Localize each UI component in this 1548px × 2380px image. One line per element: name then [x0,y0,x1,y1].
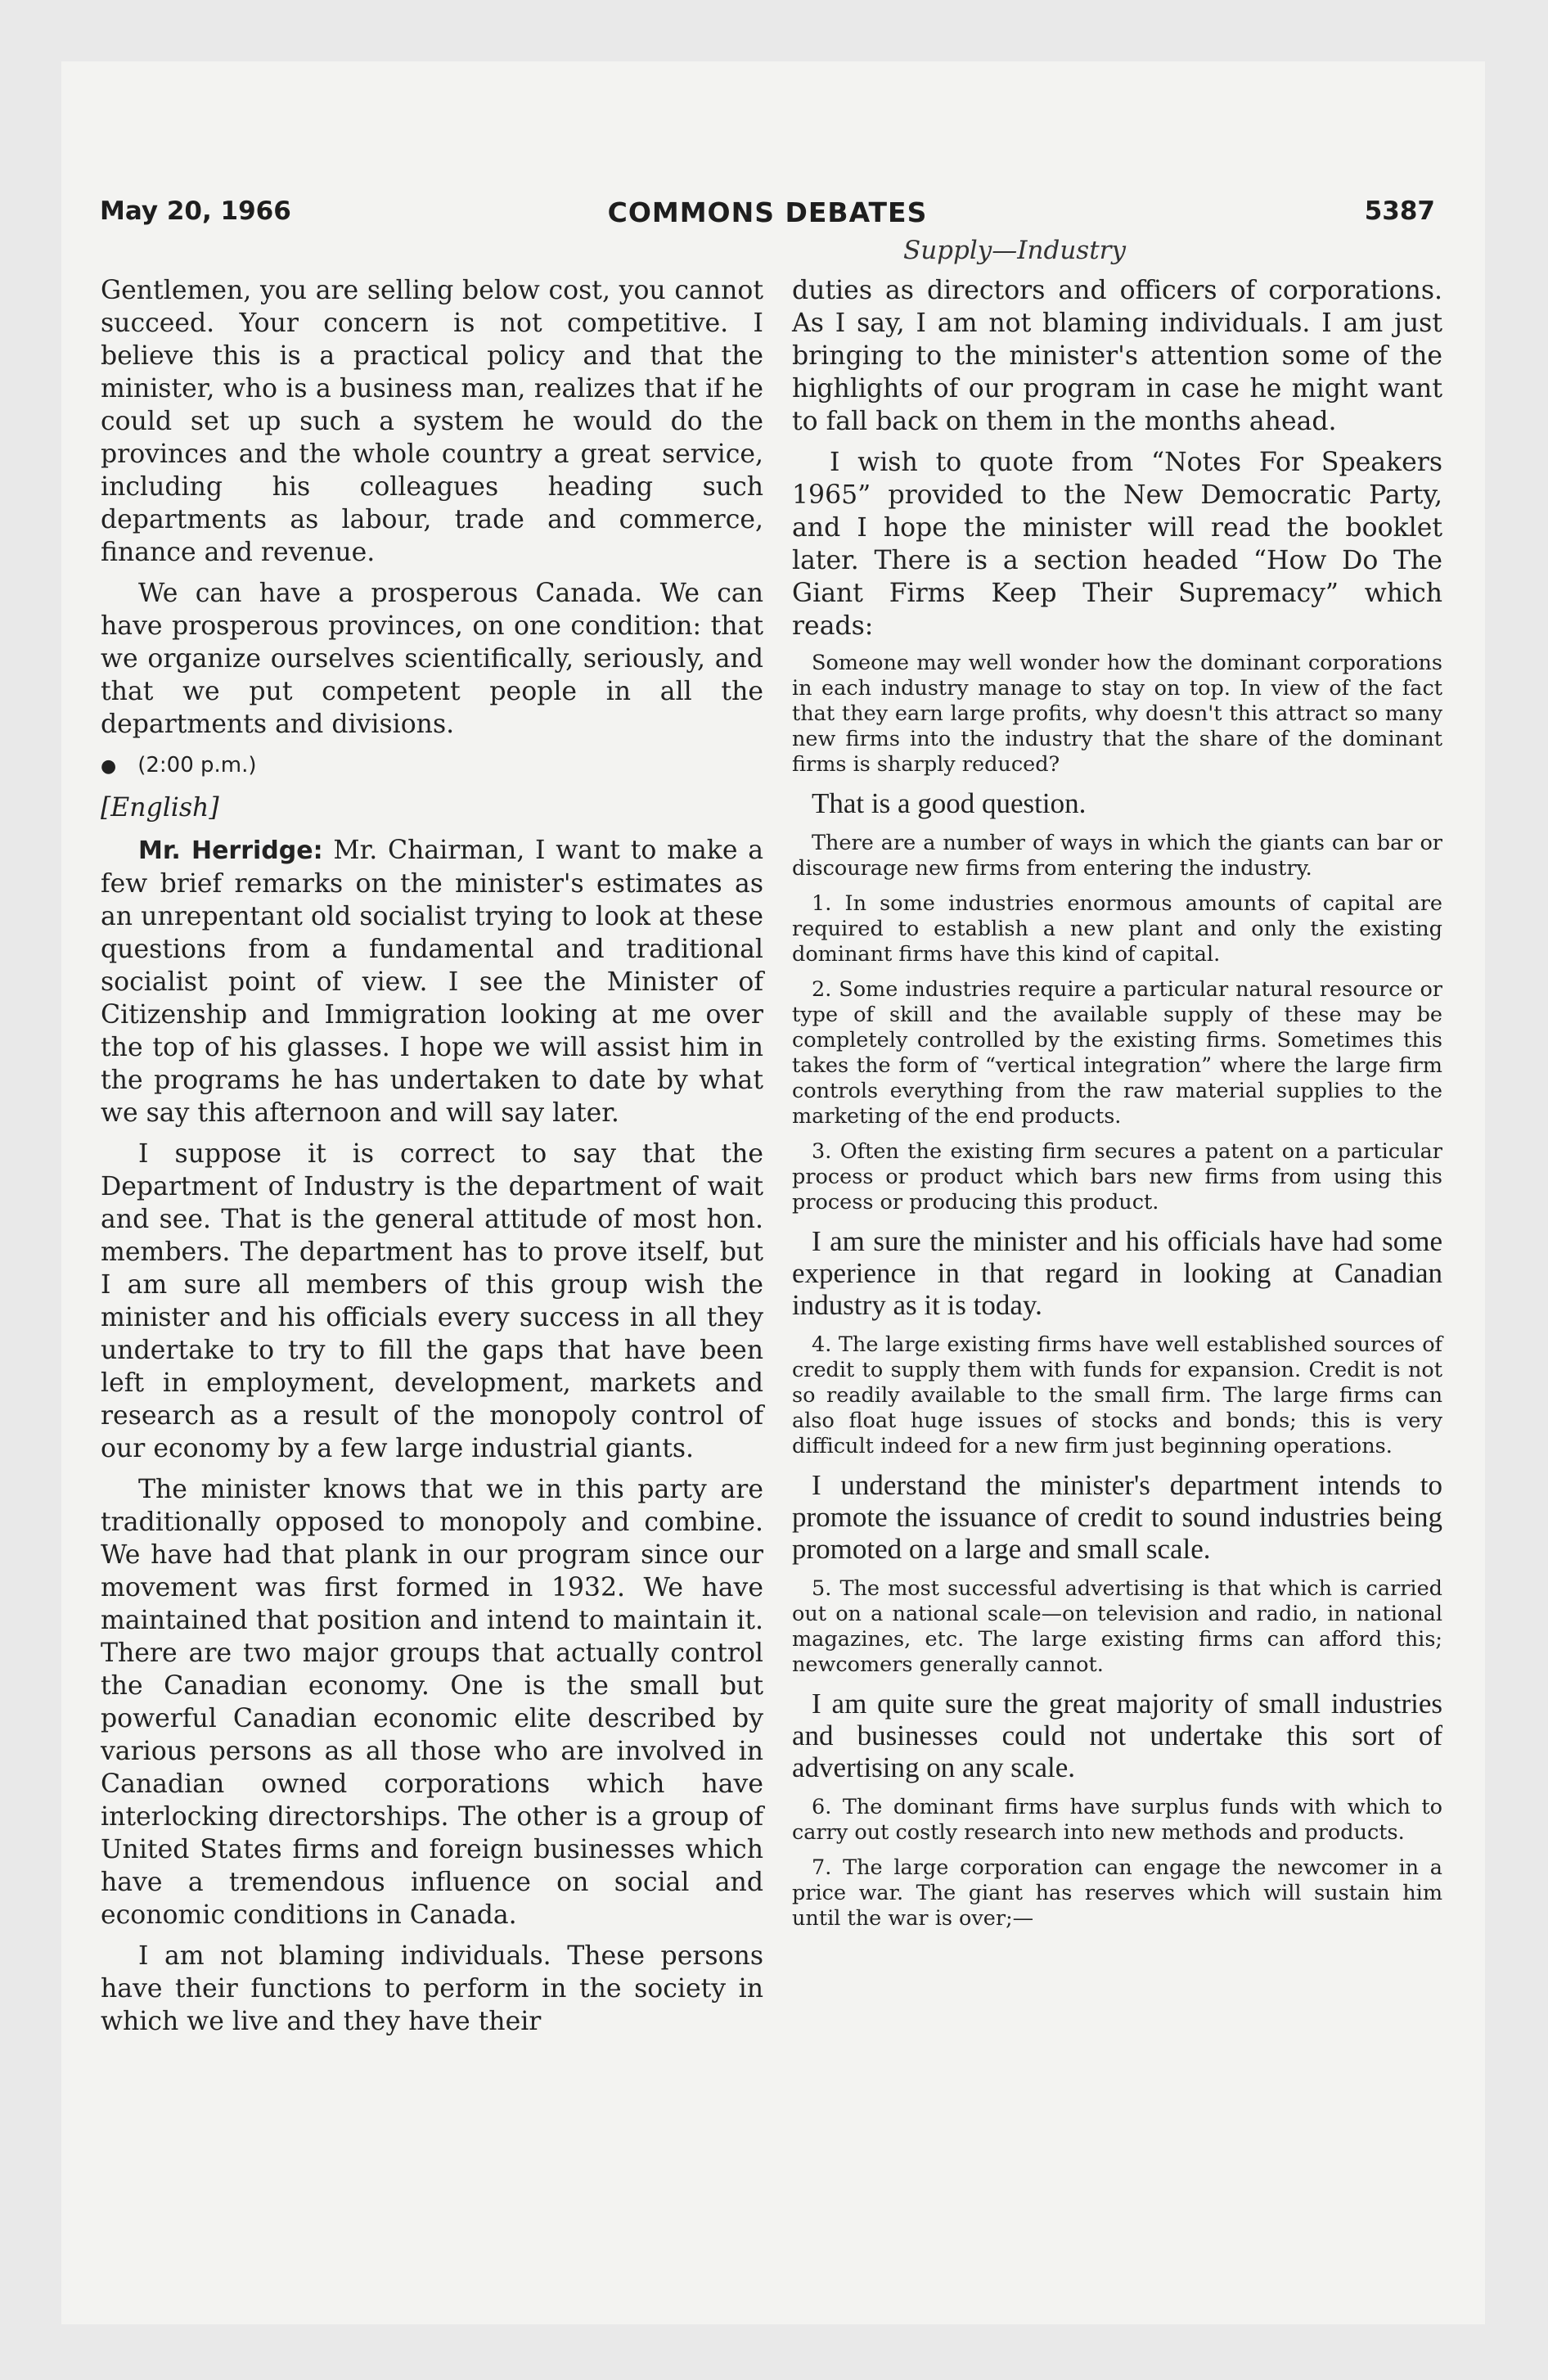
header-date: May 20, 1966 [100,196,291,226]
page-number: 5387 [1364,196,1435,226]
paragraph: I suppose it is correct to say that the Department of Industry is the department of wait and see. That is the general attitude of most hon. members. The department has to prove itself, but I am sure all members of this group wish the minister and his officials every success in all they undertake to try to fill the gaps that have been left in employment, development, markets and research as a result of the monopoly control of our economy by a few large industrial giants. [101,1139,763,1463]
time-marker-text: (2:00 p.m.) [137,753,257,778]
quoted-passage: 1. In some industries enormous amounts of capital are required to establish a new plant and only the existing dominant firms have this kind of capital. [792,891,1442,967]
paragraph: We can have a prosperous Canada. We can have prosperous provinces, on one condition: that we organize ourselves scientifically, seriously, and that we put competent people in all the departments and divisions. [101,579,763,739]
quoted-passage: 5. The most successful advertising is that which is carried out on a national scale—on television and radio, in national magazines, etc. The large existing firms can afford this; newcomers generally cannot. [792,1576,1442,1677]
right-column [792,274,1442,1941]
paragraph: The minister knows that we in this party are traditionally opposed to monopoly and combine. We have had that plank in our program since our movement was first formed in 1932. We have maintained that position and intend to maintain it. There are two major groups that actually control the Canadian economy. One is the small but powerful Canadian economic elite described by various persons as all those who are involved in Canadian owned corporations which have interlocking directorships. The other is a group of United States firms and foreign businesses which have a tremendous influence on social and economic conditions in Canada. [101,1475,763,1930]
quoted-passage: 7. The large corporation can engage the newcomer in a price war. The giant has reserves which will sustain him until the war is over;— [792,1855,1442,1931]
speaker-name: Mr. Herridge: [138,836,323,865]
speaker-paragraph [101,834,763,1129]
paragraph: I am sure the minister and his officials have had some experience in that regard in looking at Canadian industry as it is today. [792,1225,1442,1321]
paragraph: Gentlemen, you are selling below cost, you cannot succeed. Your concern is not competitive. I believe this is a practical policy and that the minister, who is a business man, realizes that if he could set up such a system he would do the provinces and the whole country a great service, including his colleagues heading such departments as labour, trade and commerce, finance and revenue. [101,276,763,567]
bullet-icon: ● [101,756,117,777]
quoted-passage: 4. The large existing firms have well established sources of credit to supply them with funds for expansion. Credit is not so readily available to the small firm. The large firms can also float huge issues of stocks and bonds; this is very difficult indeed for a new firm just beginning operations. [792,1332,1442,1458]
language-marker: [English] [101,793,219,823]
page-header [100,196,1435,237]
quoted-passage: 6. The dominant firms have surplus funds with which to carry out costly research into new methods and products. [792,1795,1442,1845]
speech-text: Mr. Chairman, I want to make a few brief remarks on the minister's estimates as an unrepentant old socialist trying to look at these questions from a fundamental and traditional socialist point of view. I see the Minister of Citizenship and Immigration looking at me over the top of his glasses. I hope we will assist him in the programs he has undertaken to date by what we say this afternoon and will say later. [101,836,764,1128]
quoted-passage: 2. Some industries require a particular natural resource or type of skill and the available supply of these may be completely controlled by the existing firms. Sometimes this takes the form of “vertical integration” where the large firm controls everything from the raw material supplies to the marketing of the end products. [792,977,1442,1129]
paragraph: I wish to quote from “Notes For Speakers 1965” provided to the New Democratic Party, and I hope the minister will read the booklet later. There is a section headed “How Do The Giant Firms Keep Their Supremacy” which reads: [792,448,1442,641]
section-subheader: Supply—Industry [902,236,1127,265]
paragraph: That is a good question. [812,787,1087,819]
paragraph: I am quite sure the great majority of small industries and businesses could not undertake this sort of advertising on any scale. [792,1688,1442,1783]
paragraph: duties as directors and officers of corporations. As I say, I am not blaming individuals. I am just bringing to the minister's attention some of the highlights of our program in case he might want to fall back on them in the months ahead. [792,276,1442,436]
quoted-passage: 3. Often the existing firm secures a patent on a particular process or product which bars new firms from using this process or producing this product. [792,1139,1442,1215]
left-column [101,274,763,2046]
quoted-passage: Someone may well wonder how the dominant corporations in each industry manage to stay on top. In view of the fact that they earn large profits, why doesn't this attract so many new firms into the industry that the share of the dominant firms is sharply reduced? [792,651,1442,777]
paragraph: I am not blaming individuals. These persons have their functions to perform in the society in which we live and they have their [101,1941,763,2036]
time-marker [101,749,763,783]
header-title: COMMONS DEBATES [607,196,928,228]
paragraph: I understand the minister's department intends to promote the issuance of credit to sound industries being promoted on a large and small scale. [792,1469,1442,1565]
quoted-passage: There are a number of ways in which the giants can bar or discourage new firms from entering the industry. [792,831,1442,881]
